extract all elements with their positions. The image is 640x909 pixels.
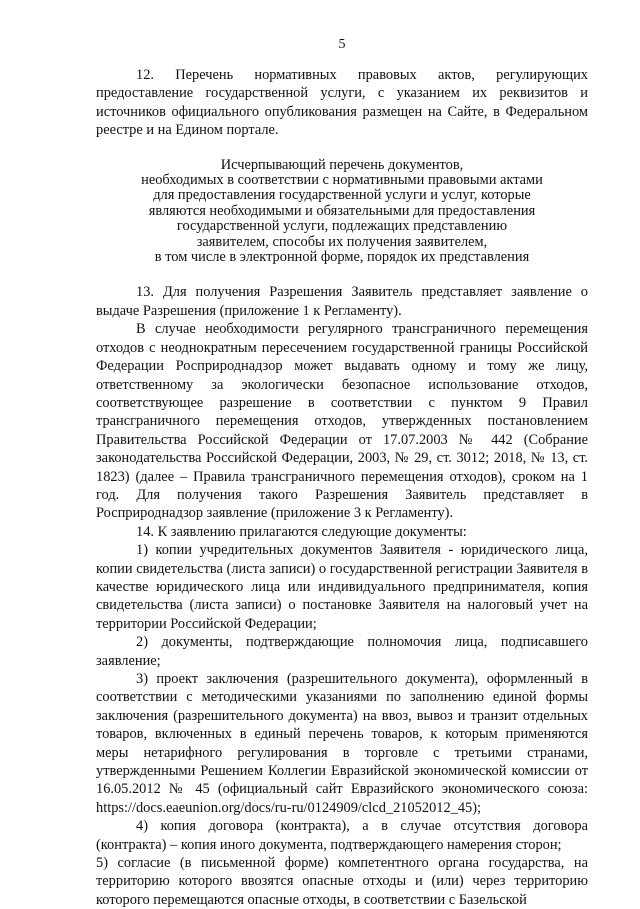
section-heading <box>96 158 588 266</box>
heading-line: заявителем, способы их получения заявителем, <box>196 233 488 250</box>
page-number: 5 <box>338 37 346 52</box>
paragraph-13: 13. Для получения Разрешения Заявитель представляет заявление о выдаче Разрешения (приложение 1 к Регламенту). <box>96 284 588 319</box>
list-item-2: 2) документы, подтверждающие полномочия лица, подписавшего заявление; <box>96 634 588 669</box>
list-item-4: 4) копия договора (контракта), а в случае отсутствия договора (контракта) – копия иного документа, подтверждающего намерения сторон; <box>96 818 588 853</box>
heading-line: государственной услуги, подлежащих представлению <box>176 218 508 235</box>
heading-line: для предоставления государственной услуги и услуг, которые <box>153 187 531 204</box>
list-item-3: 3) проект заключения (разрешительного документа), оформленный в соответствии с методическими указаниями по заполнению единой формы заключения (разрешительного документа) на ввоз, вывоз и транзит отдельных товаров, включенных в единый перечень товаров, к которым применяются меры нетарифного регулирования в торговле с третьими странами, утвержденными Решением Коллегии Евразийской экономической комиссии от 16.05.2012 № 45 (официальный сайт Евразийского экономического союза: https://docs.eaeunion.org/docs/ru-ru/0124909/clcd_21052012_45); <box>96 671 588 816</box>
heading-line: Исчерпывающий перечень документов, <box>220 156 464 173</box>
heading-line: в том числе в электронной форме, порядок их представления <box>154 249 530 266</box>
paragraph-12: 12. Перечень нормативных правовых актов, регулирующих предоставление государственной услуги, с указанием их реквизитов и источников официального опубликования размещен на Сайте, в Федеральном реестре и на Едином портале. <box>96 67 588 139</box>
heading-line: являются необходимыми и обязательными для предоставления <box>148 202 536 219</box>
paragraph-13-continued: В случае необходимости регулярного трансграничного перемещения отходов с неоднократным пересечением государственной границы Российской Федерации Росприроднадзор может выдавать одному и тому же лицу, ответственному за экологически безопасное использование отходов, соответствующее разрешение в соответствии с пунктом 9 Правил трансграничного перемещения отходов, утвержденных постановлением Правительства Российской Федерации от 17.07.2003 № 442 (Собрание законодательства Российской Федерации, 2003, № 29, ст. 3012; 2018, № 13, ст. 1823) (далее – Правила трансграничного перемещения отходов), сроком на 1 год. Для получения такого Разрешения Заявитель представляет в Росприроднадзор заявление (приложение 3 к Регламенту). <box>96 321 588 522</box>
paragraph-14: 14. К заявлению прилагаются следующие документы: <box>136 523 467 540</box>
list-item-5: 5) согласие (в письменной форме) компетентного органа государства, на территорию которого ввозятся опасные отходы и (или) через территорию которого перемещаются опасные отходы, в соответствии с Базельской <box>96 855 588 908</box>
heading-line: необходимых в соответствии с нормативными правовыми актами <box>141 172 543 189</box>
list-item-1: 1) копии учредительных документов Заявителя - юридического лица, копии свидетельства (листа записи) о государственной регистрации Заявителя в качестве юридического лица или индивидуального предпринимателя, копия свидетельства (листа записи) о постановке Заявителя на налоговый учет на территории Российской Федерации; <box>96 542 588 632</box>
